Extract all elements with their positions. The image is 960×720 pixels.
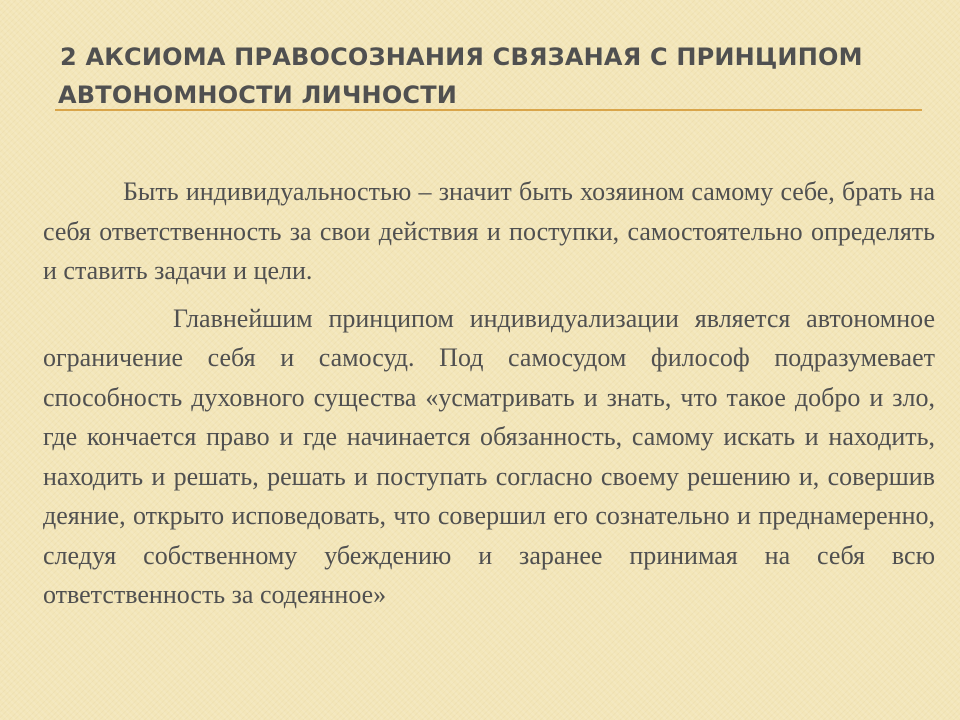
paragraph-2: Главнейшим принципом индивидуализации является автономное ограничение себя и самосуд. Под самосудом философ подразумевает способность духовного существа «усматривать и знать, что такое добро и зло, где кончается право и где начинается обязанность, самому искать и находить, находить и решать, решать и поступать согласно своему решению и, совершив деяние, открыто исповедовать, что совершил его сознательно и преднамеренно, следуя собственному убеждению и заранее принимая на себя всю ответственность за содеянное» — [43, 303, 935, 609]
title-underline — [55, 109, 922, 111]
slide-title — [58, 38, 928, 114]
slide-title-line-1: 2 АКСИОМА ПРАВОСОЗНАНИЯ СВЯЗАНАЯ С ПРИНЦИПОМ — [60, 43, 863, 71]
slide-title-line-2: АВТОНОМНОСТИ ЛИЧНОСТИ — [58, 81, 458, 109]
paragraph-1: Быть индивидуальностью – значит быть хозяином самому себе, брать на себя ответственность за свои действия и поступки, самостоятельно определять и ставить задачи и цели. — [43, 177, 935, 285]
slide-body — [43, 172, 935, 615]
